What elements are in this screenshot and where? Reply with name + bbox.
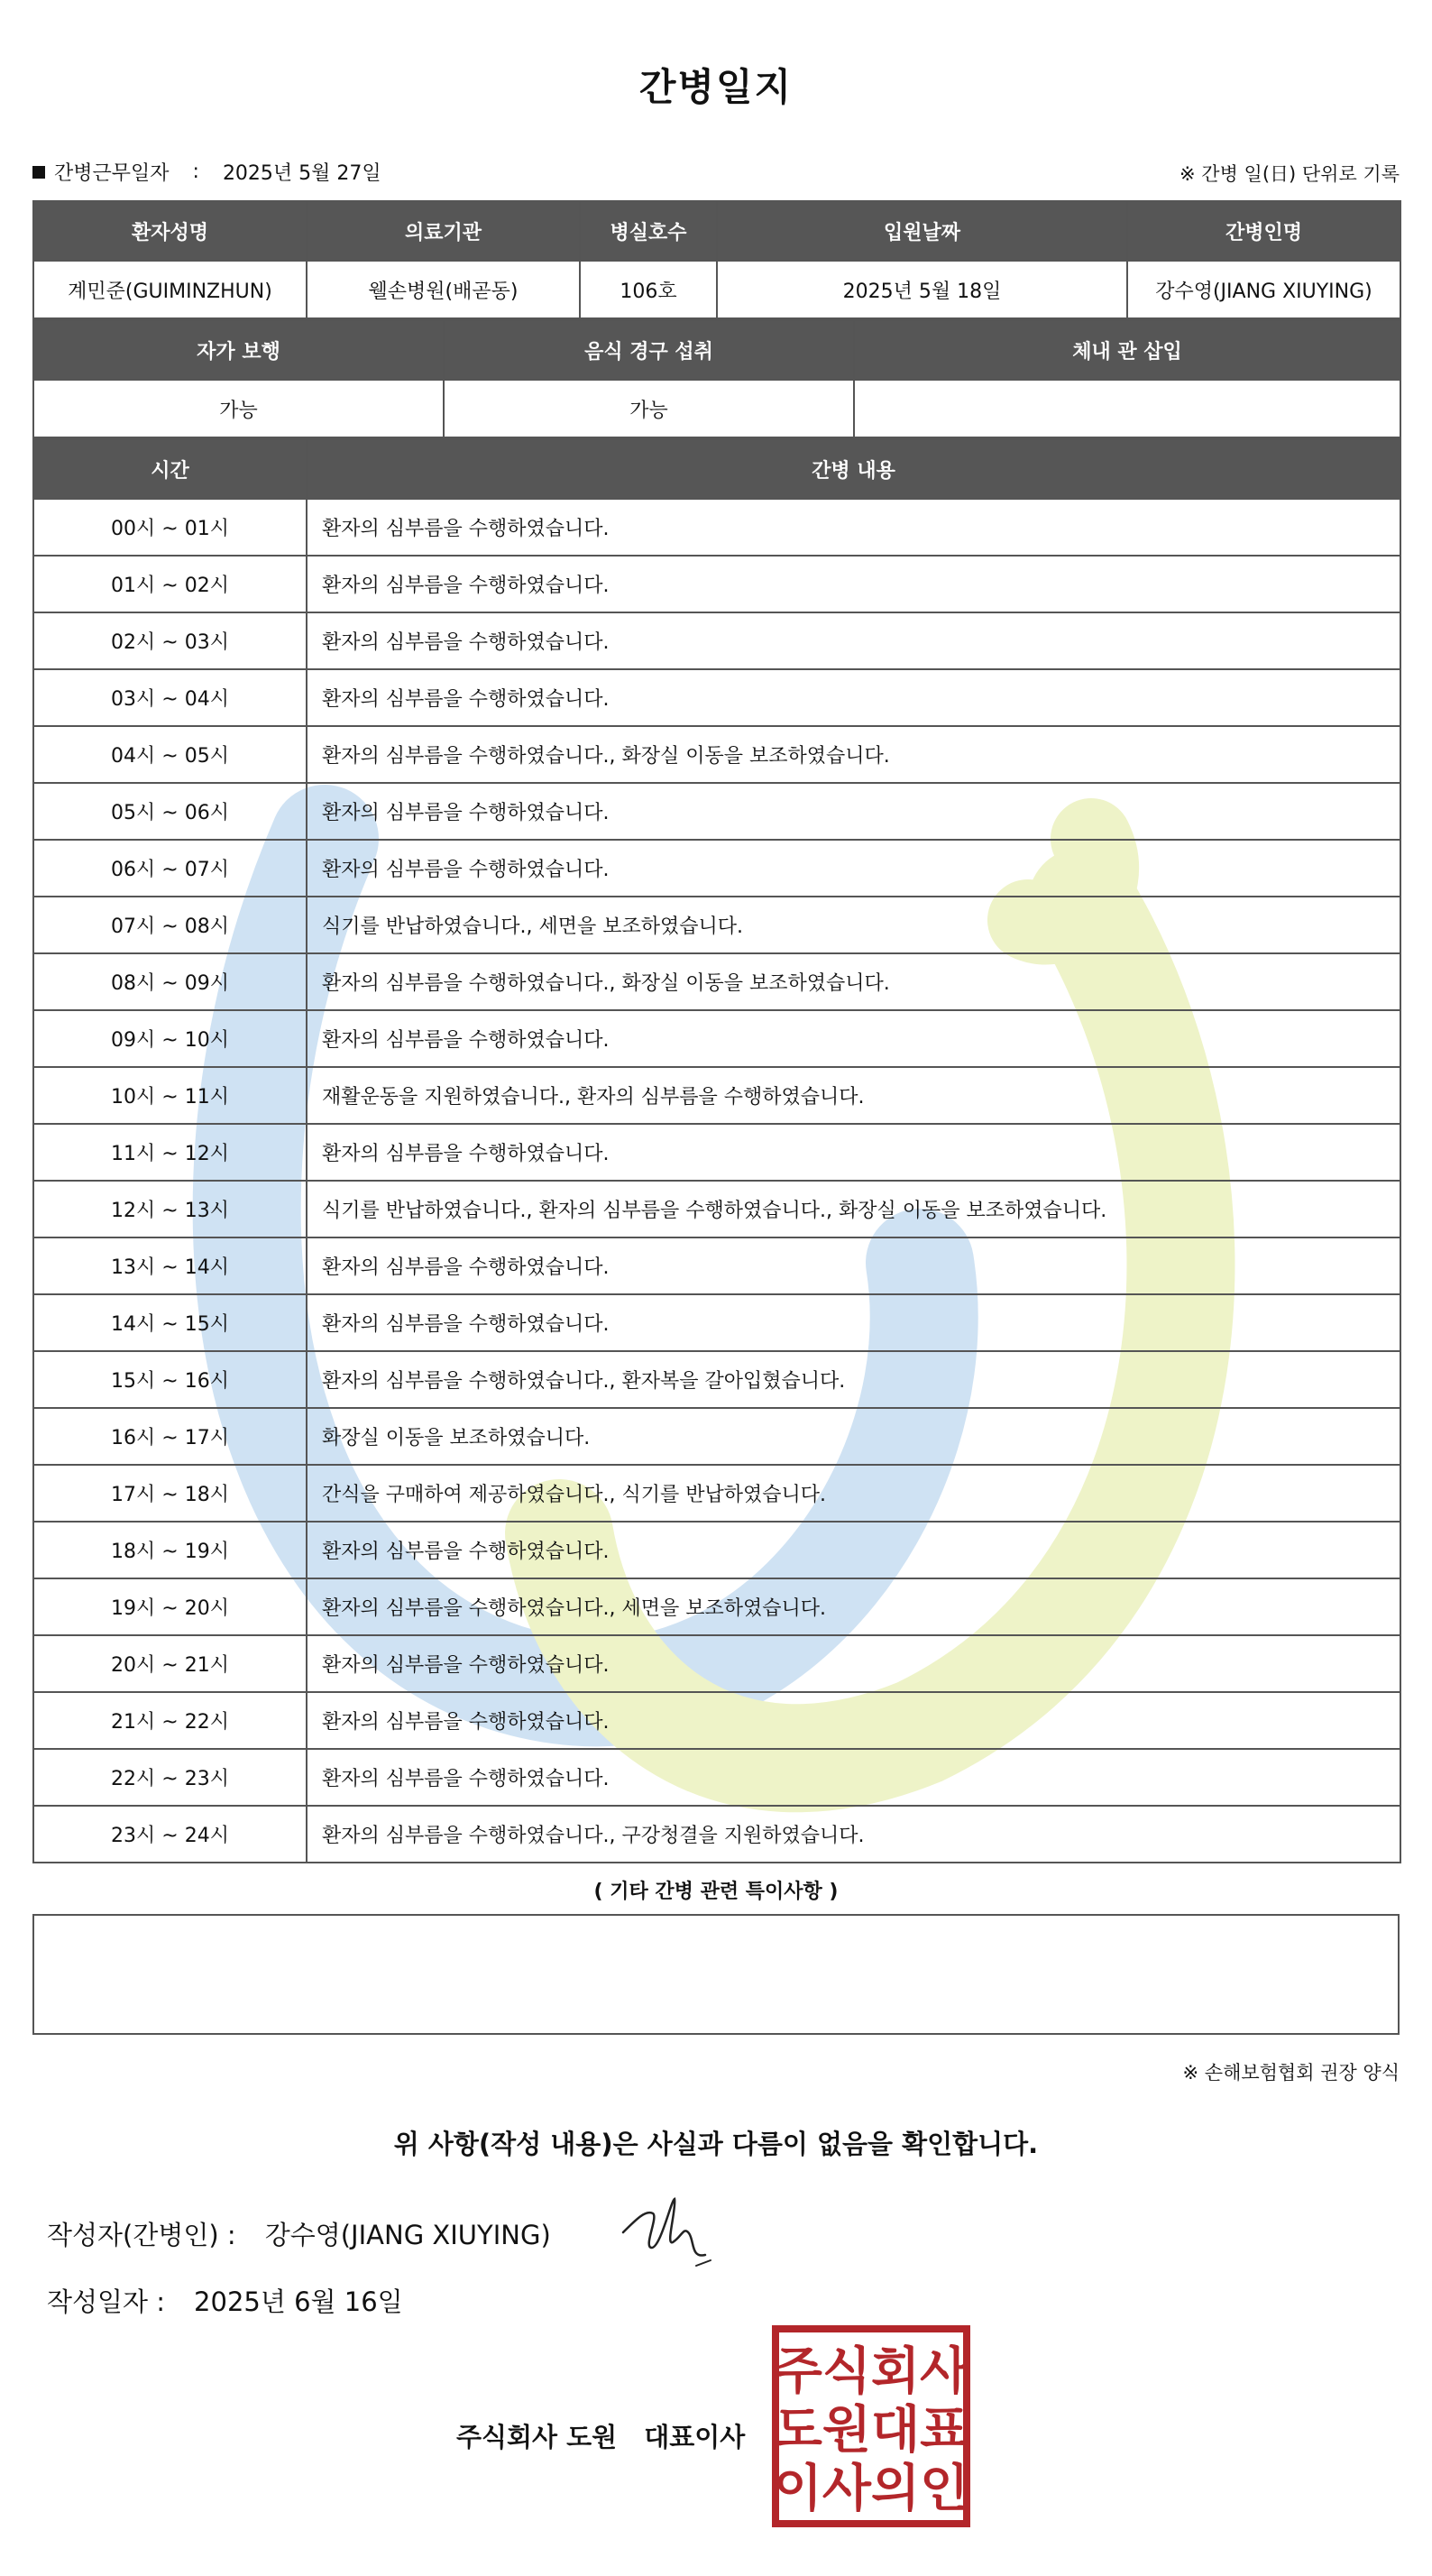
log-content: 식기를 반납하였습니다., 환자의 심부름을 수행하였습니다., 화장실 이동을 보조하였습니다. — [307, 1181, 1400, 1237]
log-content: 재활운동을 지원하였습니다., 환자의 심부름을 수행하였습니다. — [307, 1067, 1400, 1124]
table-row — [33, 612, 1400, 669]
log-time: 22시 ~ 23시 — [33, 1749, 307, 1806]
care-log-table — [32, 438, 1401, 1863]
patient-info-table — [32, 200, 1401, 319]
header-time: 시간 — [33, 439, 307, 499]
written-date-value: 2025년 6월 16일 — [194, 2286, 403, 2317]
seal-line-3: 이사의인 — [773, 2460, 969, 2518]
log-content: 환자의 심부름을 수행하였습니다. — [307, 1294, 1400, 1351]
walking-value: 가능 — [33, 380, 444, 437]
table-row — [33, 1067, 1400, 1124]
log-content: 환자의 심부름을 수행하였습니다. — [307, 1692, 1400, 1749]
work-date-colon: : — [192, 161, 199, 183]
work-date — [32, 158, 381, 186]
signature-mark — [619, 2183, 727, 2273]
company-line — [456, 2417, 745, 2454]
writer-line — [47, 2215, 551, 2252]
oral-intake-value: 가능 — [444, 380, 854, 437]
header-care-content: 간병 내용 — [307, 439, 1400, 499]
table-row — [33, 726, 1400, 783]
bullet-square-icon — [32, 166, 45, 179]
log-time: 06시 ~ 07시 — [33, 840, 307, 897]
log-content: 환자의 심부름을 수행하였습니다., 세면을 보조하였습니다. — [307, 1578, 1400, 1635]
work-date-label: 간병근무일자 — [54, 162, 170, 185]
table-row — [33, 556, 1400, 612]
table-row — [33, 1124, 1400, 1181]
written-date-line — [47, 2282, 403, 2319]
tube-value — [854, 380, 1400, 437]
log-time: 11시 ~ 12시 — [33, 1124, 307, 1181]
log-time: 19시 ~ 20시 — [33, 1578, 307, 1635]
log-content: 환자의 심부름을 수행하였습니다., 화장실 이동을 보조하였습니다. — [307, 953, 1400, 1010]
remarks-title: ( 기타 간병 관련 특이사항 ) — [593, 1881, 839, 1903]
log-time: 18시 ~ 19시 — [33, 1522, 307, 1578]
confirmation-statement: 위 사항(작성 내용)은 사실과 다름이 없음을 확인합니다. — [393, 2129, 1039, 2159]
log-content: 환자의 심부름을 수행하였습니다. — [307, 1124, 1400, 1181]
log-time: 14시 ~ 15시 — [33, 1294, 307, 1351]
table-row — [33, 1749, 1400, 1806]
log-time: 16시 ~ 17시 — [33, 1408, 307, 1465]
table-row — [33, 897, 1400, 953]
table-row — [33, 1408, 1400, 1465]
table-row — [33, 1522, 1400, 1578]
header-tube: 체내 관 삽입 — [854, 320, 1400, 380]
seal-line-2: 도원대표 — [773, 2401, 969, 2460]
admission-date: 2025년 5월 18일 — [717, 261, 1127, 318]
log-time: 05시 ~ 06시 — [33, 783, 307, 840]
header-caregiver: 간병인명 — [1127, 201, 1400, 261]
table-row — [33, 1578, 1400, 1635]
document-title: 간병일지 — [638, 65, 794, 109]
table-row — [33, 1351, 1400, 1408]
log-content: 환자의 심부름을 수행하였습니다. — [307, 1010, 1400, 1067]
log-time: 12시 ~ 13시 — [33, 1181, 307, 1237]
table-row — [33, 1181, 1400, 1237]
log-content: 환자의 심부름을 수행하였습니다., 환자복을 갈아입혔습니다. — [307, 1351, 1400, 1408]
log-content: 환자의 심부름을 수행하였습니다., 화장실 이동을 보조하였습니다. — [307, 726, 1400, 783]
table-row — [33, 953, 1400, 1010]
table-row — [33, 1294, 1400, 1351]
log-time: 13시 ~ 14시 — [33, 1237, 307, 1294]
work-date-value: 2025년 5월 27일 — [222, 162, 381, 185]
log-content: 환자의 심부름을 수행하였습니다. — [307, 669, 1400, 726]
company-title: 대표이사 — [644, 2422, 746, 2452]
patient-name: 계민준(GUIMINZHUN) — [33, 261, 307, 318]
log-time: 17시 ~ 18시 — [33, 1465, 307, 1522]
log-content: 간식을 구매하여 제공하였습니다., 식기를 반납하였습니다. — [307, 1465, 1400, 1522]
table-row — [33, 1010, 1400, 1067]
log-time: 15시 ~ 16시 — [33, 1351, 307, 1408]
log-content: 환자의 심부름을 수행하였습니다. — [307, 499, 1400, 556]
header-walking: 자가 보행 — [33, 320, 444, 380]
table-row — [33, 840, 1400, 897]
log-content: 환자의 심부름을 수행하였습니다. — [307, 556, 1400, 612]
log-content: 환자의 심부름을 수행하였습니다. — [307, 1237, 1400, 1294]
table-row — [33, 1806, 1400, 1863]
remarks-box — [32, 1914, 1400, 2035]
header-patient-name: 환자성명 — [33, 201, 307, 261]
table-row — [33, 1465, 1400, 1522]
log-content: 환자의 심부름을 수행하였습니다. — [307, 1635, 1400, 1692]
log-time: 21시 ~ 22시 — [33, 1692, 307, 1749]
company-seal — [772, 2325, 970, 2527]
log-time: 04시 ~ 05시 — [33, 726, 307, 783]
header-room: 병실호수 — [580, 201, 717, 261]
log-time: 01시 ~ 02시 — [33, 556, 307, 612]
header-admission-date: 입원날짜 — [717, 201, 1127, 261]
hospital-name: 웰손병원(배곧동) — [307, 261, 580, 318]
table-row — [33, 1635, 1400, 1692]
log-time: 23시 ~ 24시 — [33, 1806, 307, 1863]
header-oral-intake: 음식 경구 섭취 — [444, 320, 854, 380]
log-content: 환자의 심부름을 수행하였습니다. — [307, 783, 1400, 840]
log-content: 식기를 반납하였습니다., 세면을 보조하였습니다. — [307, 897, 1400, 953]
log-time: 09시 ~ 10시 — [33, 1010, 307, 1067]
writer-name: 강수영(JIANG XIUYING) — [264, 2220, 551, 2250]
written-date-label: 작성일자 : — [47, 2286, 166, 2317]
log-time: 20시 ~ 21시 — [33, 1635, 307, 1692]
log-time: 02시 ~ 03시 — [33, 612, 307, 669]
seal-line-1: 주식회사 — [773, 2342, 969, 2401]
log-content: 화장실 이동을 보조하였습니다. — [307, 1408, 1400, 1465]
caregiver-name: 강수영(JIANG XIUYING) — [1127, 261, 1400, 318]
log-time: 10시 ~ 11시 — [33, 1067, 307, 1124]
record-rule-note: ※ 간병 일(日) 단위로 기록 — [1180, 163, 1400, 185]
log-time: 03시 ~ 04시 — [33, 669, 307, 726]
table-row — [33, 499, 1400, 556]
log-content: 환자의 심부름을 수행하였습니다. — [307, 840, 1400, 897]
log-content: 환자의 심부름을 수행하였습니다., 구강청결을 지원하였습니다. — [307, 1806, 1400, 1863]
log-content: 환자의 심부름을 수행하였습니다. — [307, 1749, 1400, 1806]
patient-ability-table — [32, 319, 1401, 438]
log-time: 08시 ~ 09시 — [33, 953, 307, 1010]
form-note: ※ 손해보험협회 권장 양식 — [1182, 2062, 1400, 2084]
company-name: 주식회사 도원 — [456, 2422, 618, 2452]
log-content: 환자의 심부름을 수행하였습니다. — [307, 612, 1400, 669]
table-row — [33, 1237, 1400, 1294]
log-content: 환자의 심부름을 수행하였습니다. — [307, 1522, 1400, 1578]
table-row — [33, 669, 1400, 726]
log-time: 00시 ~ 01시 — [33, 499, 307, 556]
header-hospital: 의료기관 — [307, 201, 580, 261]
table-row — [33, 1692, 1400, 1749]
table-row — [33, 783, 1400, 840]
room-number: 106호 — [580, 261, 717, 318]
log-time: 07시 ~ 08시 — [33, 897, 307, 953]
writer-label: 작성자(간병인) : — [47, 2220, 236, 2250]
